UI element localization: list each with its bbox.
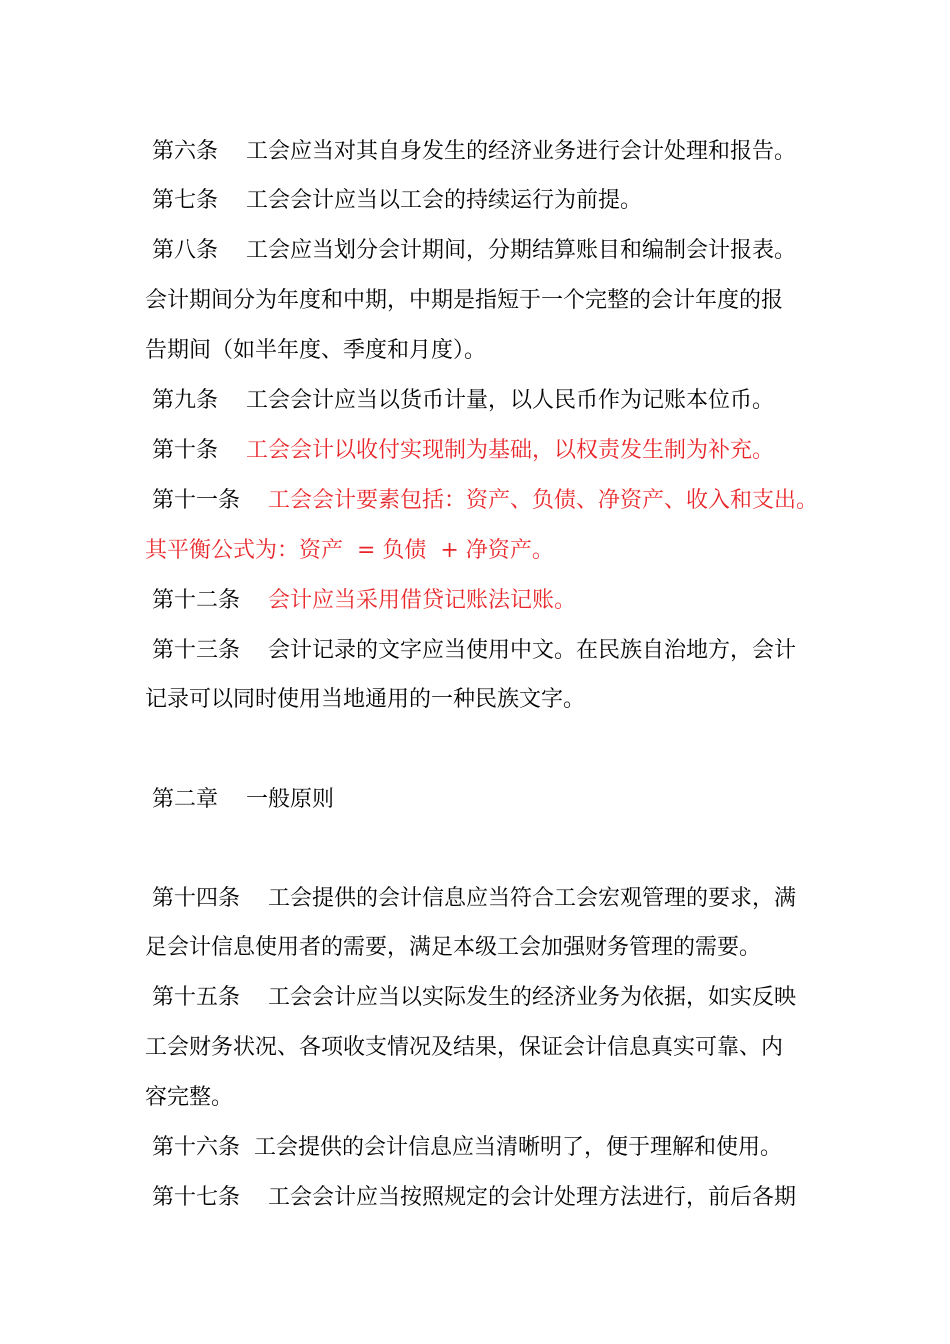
article-12-number: 第十二条 [145, 588, 268, 613]
article-9: 第九条 工会会计应当以货币计量，以人民币作为记账本位币。 [145, 388, 774, 413]
article-11 [145, 486, 818, 516]
article-17: 第十七条 工会会计应当按照规定的会计处理方法进行，前后各期 [145, 1185, 796, 1210]
article-14-cont: 足会计信息使用者的需要，满足本级工会加强财务管理的需要。 [145, 935, 762, 960]
article-7: 第七条 工会会计应当以工会的持续运行为前提。 [145, 188, 642, 213]
article-13-cont: 记录可以同时使用当地通用的一种民族文字。 [145, 687, 586, 712]
article-11-cont: 其平衡公式为：资产 = 负债 + 净资产。 [145, 538, 554, 563]
article-10-number: 第十条 [145, 438, 246, 463]
article-8-cont-1: 会计期间分为年度和中期，中期是指短于一个完整的会计年度的报 [145, 288, 784, 313]
article-12-text: 会计应当采用借贷记账法记账。 [267, 588, 576, 613]
article-15-cont-2: 容完整。 [145, 1085, 234, 1110]
article-12 [145, 586, 576, 616]
chapter-2-heading: 第二章 一般原则 [145, 787, 334, 812]
article-10 [145, 436, 774, 466]
article-6: 第六条 工会应当对其自身发生的经济业务进行会计处理和报告。 [145, 139, 796, 164]
article-8-cont-2: 告期间（如半年度、季度和月度）。 [145, 338, 487, 363]
article-14: 第十四条 工会提供的会计信息应当符合工会宏观管理的要求，满 [145, 886, 796, 911]
article-15-cont-1: 工会财务状况、各项收支情况及结果，保证会计信息真实可靠、内 [145, 1035, 784, 1060]
article-8: 第八条 工会应当划分会计期间，分期结算账目和编制会计报表。 [145, 238, 796, 263]
article-11-number: 第十一条 [145, 488, 268, 513]
article-13: 第十三条 会计记录的文字应当使用中文。在民族自治地方，会计 [145, 638, 796, 663]
article-16: 第十六条 工会提供的会计信息应当清晰明了，便于理解和使用。 [145, 1135, 782, 1160]
article-15: 第十五条 工会会计应当以实际发生的经济业务为依据，如实反映 [145, 985, 796, 1010]
article-10-text: 工会会计以收付实现制为基础，以权责发生制为补充。 [245, 438, 774, 463]
article-11-text: 工会会计要素包括：资产、负债、净资产、收入和支出。 [267, 488, 818, 513]
